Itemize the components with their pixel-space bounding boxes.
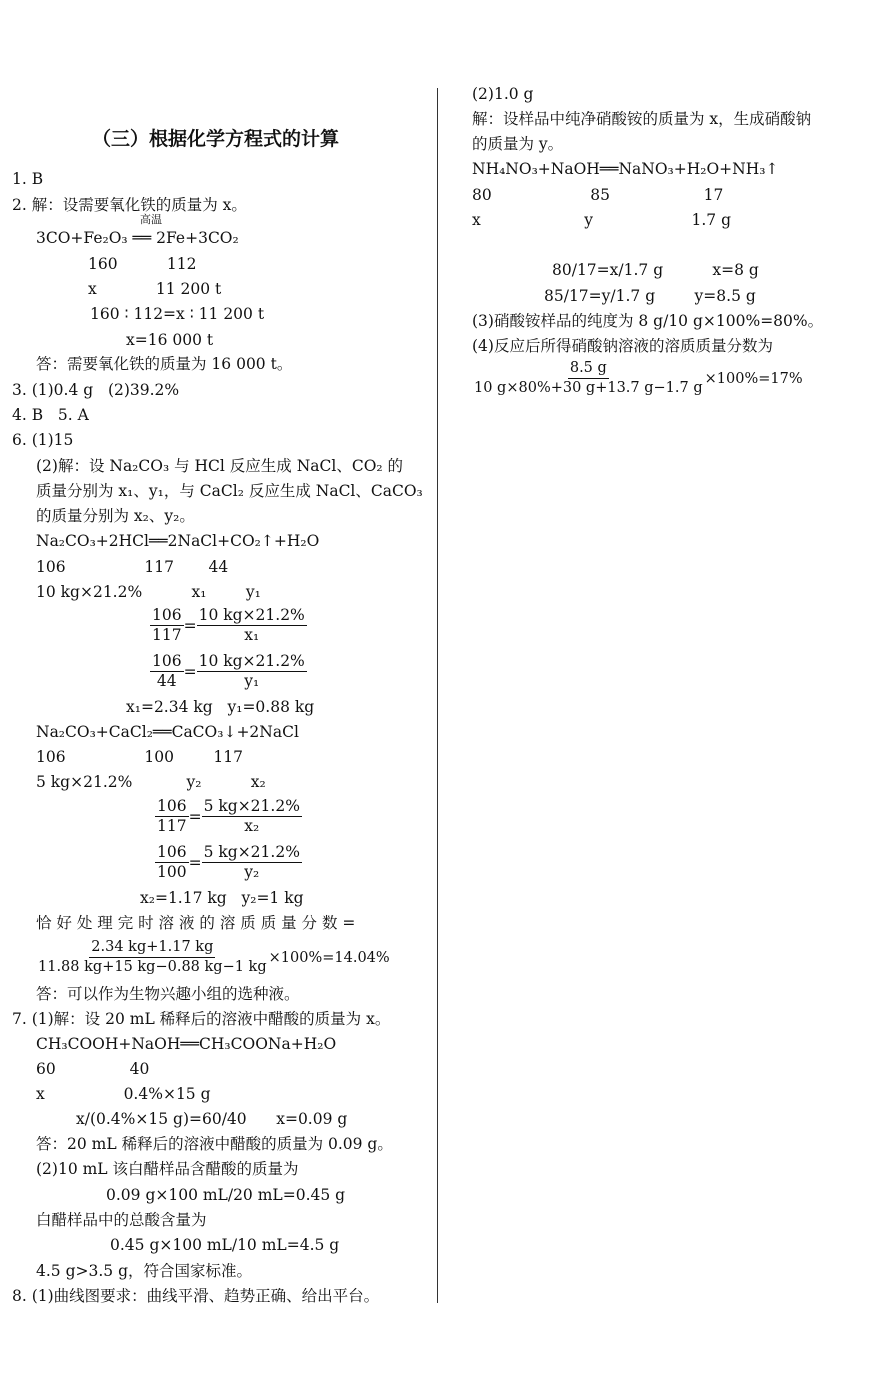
answer-line: 解：设样品中纯净硝酸铵的质量为 x，生成硝酸钠 xyxy=(472,110,812,128)
equation-line: Na₂CO₃+CaCl₂══CaCO₃↓+2NaCl xyxy=(36,723,299,741)
column-divider xyxy=(437,88,438,1303)
answer-line: (2)10 mL 该白醋样品含醋酸的质量为 xyxy=(36,1160,299,1178)
equation-line: 160 112 xyxy=(88,255,197,273)
equation-line: 0.45 g×100 mL/10 mL=4.5 g xyxy=(110,1236,340,1254)
equation-line: x₂=1.17 kg y₂=1 kg xyxy=(140,889,304,907)
answer-line: (2)解：设 Na₂CO₃ 与 HCl 反应生成 NaCl、CO₂ 的 xyxy=(36,457,404,475)
answer-line: (3)硝酸铵样品的纯度为 8 g/10 g×100%=80%。 xyxy=(472,312,824,330)
answer-line: 7. (1)解：设 20 mL 稀释后的溶液中醋酸的质量为 x。 xyxy=(12,1010,391,1028)
equation-line: 106 117 44 xyxy=(36,558,229,576)
fraction-result: $\frac{8.5 g}{10 g\times 80\%+30 g+13.7 g-1.7 g}$ ×100%=17% xyxy=(474,360,803,396)
answer-line: 恰 好 处 理 完 时 溶 液 的 溶 质 质 量 分 数 = xyxy=(36,914,356,932)
equation-line: 0.09 g×100 mL/20 mL=0.45 g xyxy=(106,1186,346,1204)
answer-line: 的质量分别为 x₂、y₂。 xyxy=(36,507,195,525)
equation-line: 5 kg×21.2% y₂ x₂ xyxy=(36,773,266,791)
answer-line: 2. 解：设需要氧化铁的质量为 x。 xyxy=(12,196,247,214)
equation-line: 160 ∶ 112=x ∶ 11 200 t xyxy=(90,305,265,323)
answer-line: (4)反应后所得硝酸钠溶液的溶质质量分数为 xyxy=(472,337,773,355)
equation-line: x 11 200 t xyxy=(88,280,222,298)
equation-line: 10 kg×21.2% x₁ y₁ xyxy=(36,583,261,601)
equation-line: CH₃COOH+NaOH══CH₃COONa+H₂O xyxy=(36,1035,337,1053)
answer-line: 4.5 g>3.5 g，符合国家标准。 xyxy=(36,1262,252,1280)
equation-line: x 0.4%×15 g xyxy=(36,1085,211,1103)
answer-line: 4. B 5. A xyxy=(12,406,89,424)
equation-line: x/(0.4%×15 g)=60/40 x=0.09 g xyxy=(76,1110,348,1128)
reaction-condition: 高温 xyxy=(140,213,162,226)
answer-line: 1. B xyxy=(12,170,44,188)
answer-line: 白醋样品中的总酸含量为 xyxy=(36,1211,207,1229)
answer-line: 答：需要氧化铁的质量为 16 000 t。 xyxy=(36,355,293,373)
answer-line: 6. (1)15 xyxy=(12,431,74,449)
answer-line: 8. (1)曲线图要求：曲线平滑、趋势正确、给出平台。 xyxy=(12,1287,380,1305)
equation-line: 85/17=y/1.7 g y=8.5 g xyxy=(544,287,756,305)
answer-line: 3. (1)0.4 g (2)39.2% xyxy=(12,381,180,399)
equation-line: 106 100 117 xyxy=(36,748,244,766)
answer-line: 答：20 mL 稀释后的溶液中醋酸的质量为 0.09 g。 xyxy=(36,1135,393,1153)
fraction-equation: $\frac{106}{117}$ = $\frac{10 kg\times 21.2\%}{\text{x₁}}$ xyxy=(152,606,305,644)
equation-line: 80 85 17 xyxy=(472,186,724,204)
fraction-result: $\frac{2.34 kg+1.17 kg}{11.88 kg+15 kg-0.88 kg-1 kg}$ ×100%=14.04% xyxy=(38,939,390,975)
equation-line: Na₂CO₃+2HCl══2NaCl+CO₂↑+H₂O xyxy=(36,532,320,550)
section-title: （三）根据化学方程式的计算 xyxy=(92,128,340,150)
equation-line: x y 1.7 g xyxy=(472,211,732,229)
equation-line: x₁=2.34 kg y₁=0.88 kg xyxy=(126,698,315,716)
fraction-equation: $\frac{106}{117}$ = $\frac{5 kg\times 21.2\%}{\text{x₂}}$ xyxy=(157,797,300,835)
answer-line: (2)1.0 g xyxy=(472,85,534,103)
equation-line: 60 40 xyxy=(36,1060,150,1078)
fraction-equation: $\frac{106}{44}$ = $\frac{10 kg\times 21.2\%}{\text{y₁}}$ xyxy=(152,652,305,690)
fraction-equation: $\frac{106}{100}$ = $\frac{5 kg\times 21.2\%}{\text{y₂}}$ xyxy=(157,843,300,881)
answer-line: 答：可以作为生物兴趣小组的选种液。 xyxy=(36,985,300,1003)
equation-line: NH₄NO₃+NaOH══NaNO₃+H₂O+NH₃↑ xyxy=(472,160,779,178)
equation-line: x=16 000 t xyxy=(126,331,214,349)
equation-line: 80/17=x/1.7 g x=8 g xyxy=(552,261,759,279)
answer-line: 的质量为 y。 xyxy=(472,135,564,153)
equation-line: 3CO+Fe₂O₃ ══ 2Fe+3CO₂ xyxy=(36,229,239,247)
answer-line: 质量分别为 x₁、y₁，与 CaCl₂ 反应生成 NaCl、CaCO₃ xyxy=(36,482,423,500)
